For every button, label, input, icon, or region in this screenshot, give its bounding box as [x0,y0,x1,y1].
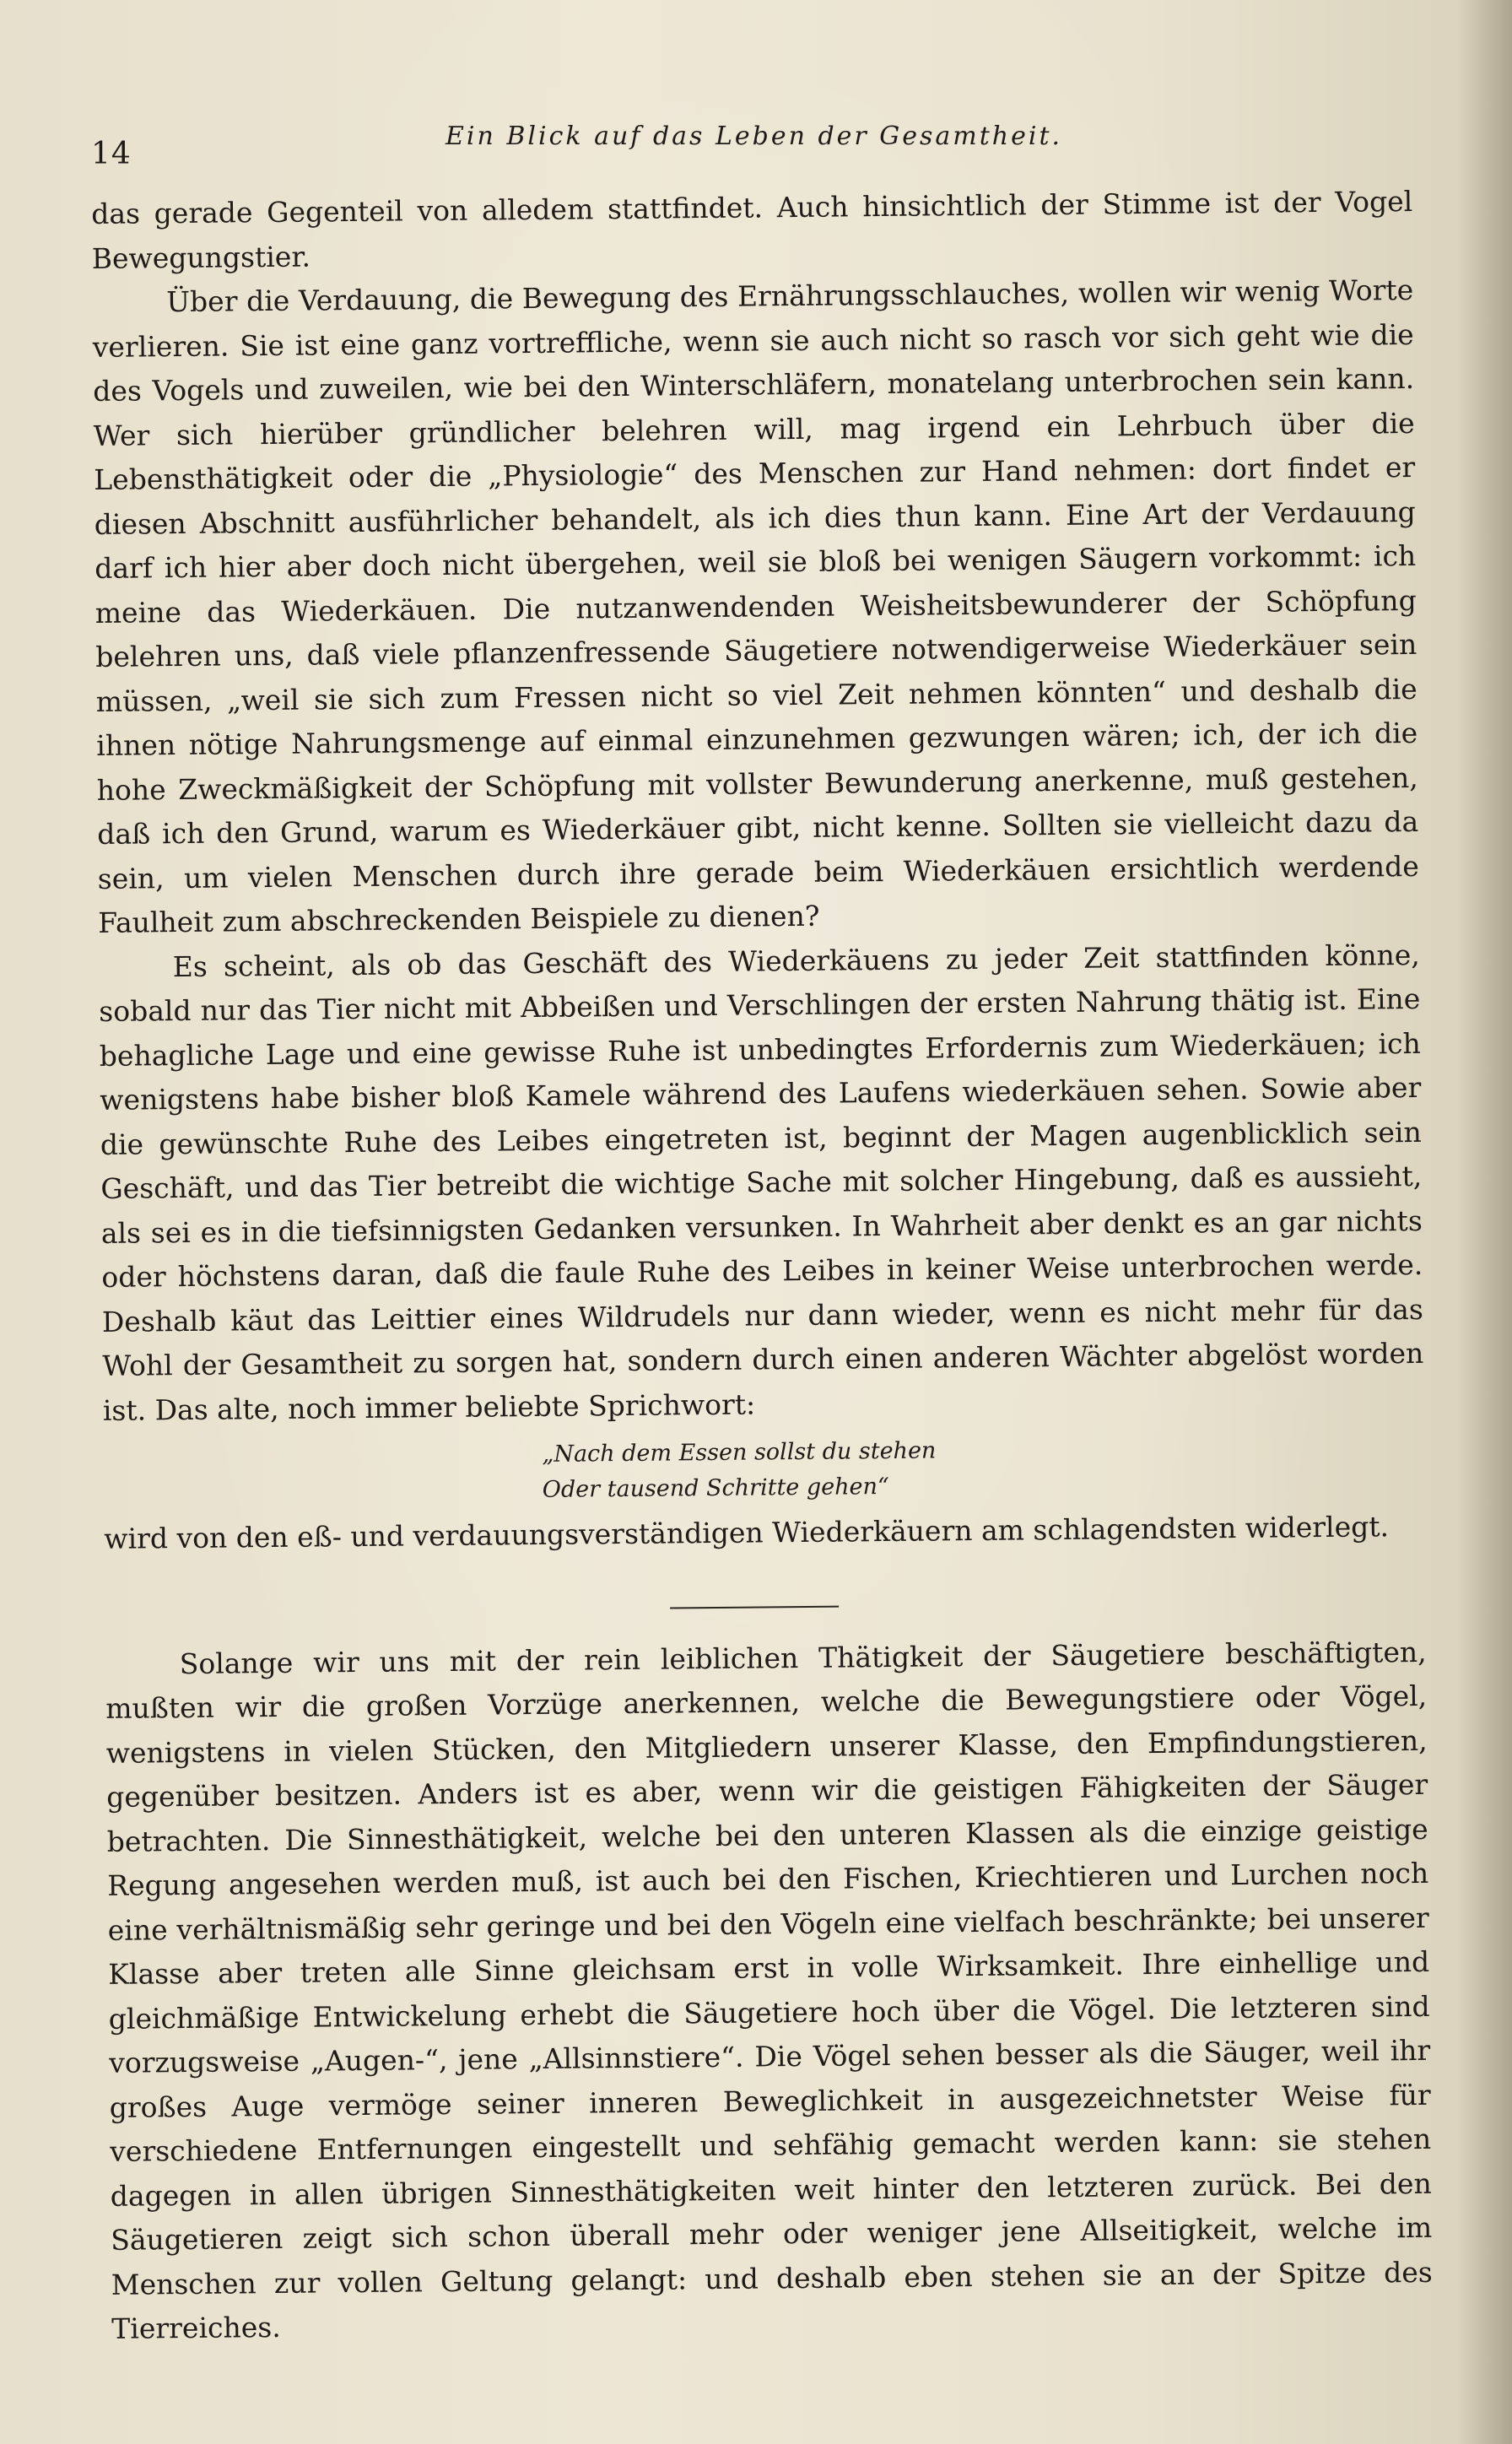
quote-line-2: Oder tausend Schritte gehen“ [542,1473,889,1503]
paragraph-after-quote: wird von den eß- und verdauungsverständigen Wiederkäuern am schlagendsten widerlegt. [104,1510,1390,1555]
running-title: Ein Blick auf das Leben der Gesamtheit. [446,122,1063,151]
paragraph-digestion: Über die Verdauung, die Bewegung des Ernährungsschlauches, wollen wir wenig Worte verlieren. Sie ist eine ganz vortreffliche, wenn sie auch nicht so rasch vor sich geht wie die des Vogels und zuweilen, wie bei den Winterschläfern, monatelang unterbrochen sein kann. Wer sich hierüber gründlicher belehren will, mag irgend ein Lehrbuch über die Lebensthätigkeit oder die „Physiologie“ des Menschen zur Hand nehmen: dort findet er diesen Abschnitt ausführlicher behandelt, als ich dies thun kann. Eine Art der Verdauung darf ich hier aber doch nicht übergehen, weil sie bloß bei wenigen Säugern vorkommt: ich meine das Wiederkäuen. Die nutzanwendenden Weisheitsbewunderer der Schöpfung belehren uns, daß viele pflanzenfressende Säugetiere notwendigerweise Wiederkäuer sein müssen, „weil sie sich zum Fressen nicht so viel Zeit nehmen könnten“ und deshalb die ihnen nötige Nahrungsmenge auf einmal einzunehmen gezwungen wären; ich, der ich die hohe Zweckmäßigkeit der Schöpfung mit vollster Bewunderung anerkenne, muß gestehen, daß ich den Grund, warum es Wiederkäuer gibt, nicht kenne. Sollten sie vielleicht dazu da sein, um vielen Menschen durch ihre gerade beim Wiederkäuen ersichtlich werdende Faulheit zum abschreckenden Beispiele zu dienen? [92,273,1419,939]
page-number: 14 [91,137,132,171]
quote-line-1: „Nach dem Essen sollst du stehen [542,1437,937,1468]
section-divider [670,1605,839,1609]
running-head [91,116,1412,176]
paragraph-senses: Solange wir uns mit der rein leiblichen Thätigkeit der Säugetiere beschäftigten, mußten wir die großen Vorzüge anerkennen, welche die Bewegungstiere oder Vögel, wenigstens in vielen Stücken, den Mitgliedern unserer Klasse, den Empfindungstieren, gegenüber besitzen. Anders ist es aber, wenn wir die geistigen Fähigkeiten der Säuger betrachten. Die Sinnesthätigkeit, welche bei den unteren Klassen als die einzige geistige Regung angesehen werden muß, ist auch bei den Fischen, Kriechtieren und Lurchen noch eine verhältnismäßig sehr geringe und bei den Vögeln eine vielfach beschränkte; bei unserer Klasse aber treten alle Sinne gleichsam erst in volle Wirksamkeit. Ihre einhellige und gleichmäßige Entwickelung erhebt die Säugetiere hoch über die Vögel. Die letzteren sind vorzugsweise „Augen-“, jene „Allsinnstiere“. Die Vögel sehen besser als die Säuger, weil ihr großes Auge vermöge seiner inneren Beweglichkeit in ausgezeichnetster Weise für verschiedene Entfernungen eingestellt und sehfähig gemacht werden kann: sie stehen dagegen in allen übrigen Sinnesthätigkeiten weit hinter den letzteren zurück. Bei den Säugetieren zeigt sich schon überall mehr oder weniger jene Allseitigkeit, welche im Menschen zur vollen Geltung gelangt: und deshalb eben stehen sie an der Spitze des Tierreiches. [105,1635,1433,2345]
paragraph-rumination: Es scheint, als ob das Geschäft des Wiederkäuens zu jeder Zeit stattfinden könne, sobald nur das Tier nicht mit Abbeißen und Verschlingen der ersten Nahrung thätig ist. Eine behagliche Lage und eine gewisse Ruhe ist unbedingtes Erfordernis zum Wiederkäuen; ich wenigstens habe bisher bloß Kamele während des Laufens wiederkäuen sehen. Sowie aber die gewünschte Ruhe des Leibes eingetreten ist, beginnt der Magen augenblicklich sein Geschäft, und das Tier betreibt die wichtige Sache mit solcher Hingebung, daß es aussieht, als sei es in die tiefsinnigsten Gedanken versunken. In Wahrheit aber denkt es an gar nichts oder höchstens daran, daß die faule Ruhe des Leibes in keiner Weise unterbrochen werde. Deshalb käut das Leittier eines Wildrudels nur dann wieder, wenn es nicht mehr für das Wohl der Gesamtheit zu sorgen hat, sondern durch einen anderen Wächter abgelöst worden ist. Das alte, noch immer beliebte Sprichwort: [99,938,1424,1427]
body-text [91,180,1433,2351]
page-binding-shadow [1458,0,1512,2444]
proverb-quote [103,1429,1425,1512]
paragraph-continuation: das gerade Gegenteil von alledem stattfindet. Auch hinsichtlich der Stimme ist der Vogel Bewegungstier. [91,184,1413,275]
